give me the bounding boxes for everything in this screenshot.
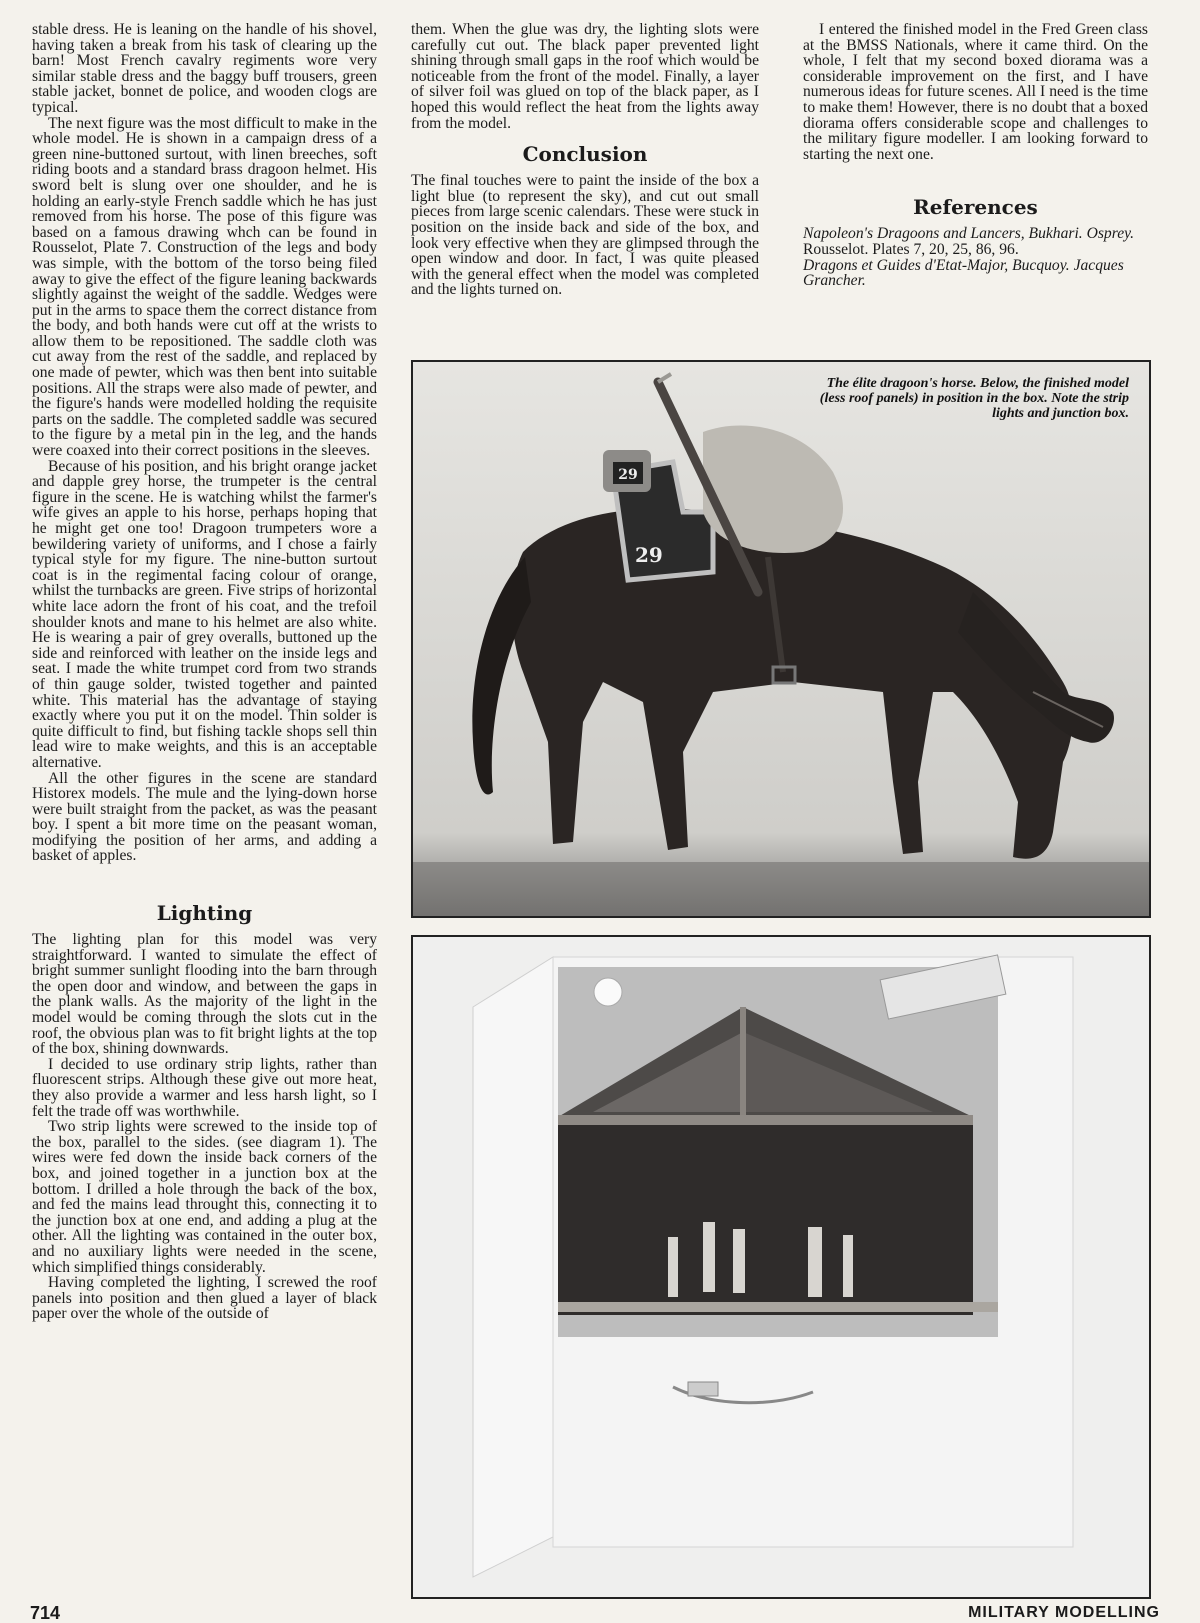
body-paragraph: them. When the glue was dry, the lighting slots were carefully cut out. The black paper prevented light shining through small gaps in the roof which would be noticeable from the front of the model. Finally, a layer of silver foil was glued on top of the black paper, as I hoped this would reflect the heat from the lights away from the model. [411, 21, 759, 132]
lighting-heading: Lighting [156, 901, 253, 926]
conclusion-heading: Conclusion [522, 142, 648, 167]
reference-item: Napoleon's Dragoons and Lancers, Bukhari. Osprey. [803, 225, 1135, 243]
saddle-number-bottom: 29 [635, 543, 663, 567]
junction-box [688, 1382, 718, 1396]
page-number: 714 [30, 1603, 61, 1623]
box-left-wall [473, 957, 553, 1577]
horse-illustration [413, 362, 1149, 916]
column-2 [411, 22, 759, 298]
references-list [803, 226, 1148, 288]
body-paragraph: Having completed the lighting, I screwed the roof panels into position and then glued a layer of black paper over the whole of the outside of [32, 1274, 377, 1323]
body-paragraph: The final touches were to paint the inside of the box a light blue (to represent the sky), and cut out small pieces from large scenic calendars. These were stuck in position on the inside back and side of the box, and look very effective when they are glimpsed through the open window and door. In fact, I was quite pleased with the general effect when the model was completed and the lights turned on. [411, 172, 759, 299]
magazine-title: MILITARY MODELLING [968, 1604, 1160, 1621]
photo-caption: The élite dragoon's horse. Below, the finished model (less roof panels) in position in the box. Note the strip lights and junction box. [819, 376, 1129, 421]
body-paragraph: I entered the finished model in the Fred Green class at the BMSS Nationals, where it came third. On the whole, I felt that my second boxed diorama was a considerable improvement on the first, and I have numerous ideas for future scenes. All I need is the time to make them! However, there is no doubt that a boxed diorama offers considerable scope and challenges to the military figure modeller. I am looking forward to starting the next one. [803, 21, 1148, 163]
body-paragraph: I decided to use ordinary strip lights, rather than fluorescent strips. Although these give out more heat, they also provide a warmer and less harsh light, so I felt the trade off was worthwhile. [32, 1055, 377, 1120]
column-3 [803, 22, 1148, 289]
reference-item: Dragons et Guides d'Etat-Major, Bucquoy. Jacques Grancher. [803, 256, 1124, 290]
horse-photo [411, 360, 1151, 918]
body-paragraph: Two strip lights were screwed to the inside top of the box, parallel to the sides. (see diagram 1). The wires were fed down the inside back corners of the box, and joined together in a junction box at the bottom. I drilled a hole through the back of the box, and fed the mains lead throught this, connecting it to the junction box at one end, and adding a plug at the other. All the lighting was contained in the outer box, and no auxiliary lights were needed in the scene, which simplified things considerably. [32, 1118, 377, 1276]
body-paragraph: All the other figures in the scene are standard Historex models. The mule and the lying-down horse were built straight from the packet, as was the peasant boy. I spent a bit more time on the peasant woman, modifying the position of her arms, and adding a basket of apples. [32, 769, 377, 865]
references-heading: References [913, 195, 1038, 220]
barn-interior [558, 1125, 973, 1315]
reference-item: Rousselot. Plates 7, 20, 25, 86, 96. [803, 240, 1019, 258]
body-paragraph: stable dress. He is leaning on the handle of his shovel, having taken a break from his task of clearing up the barn! Most French cavalry regiments wore very similar stable dress and the baggy buff trousers, green stable jacket, bonnet de police, and wooden clogs are typical. [32, 21, 377, 116]
column-1 [32, 22, 377, 1322]
body-paragraph: The next figure was the most difficult to make in the whole model. He is shown in a campaign dress of a green nine-buttoned surtout, with linen breeches, soft riding boots and a standard brass dragoon helmet. His sword belt is slung over one shoulder, and he is holding an early-style French saddle which he has just removed from his horse. The pose of this figure was based on a famous drawing whch can be found in Rousselot, Plate 7. Construction of the legs and body was simple, with the bottom of the torso being filed away to give the effect of the figure leaning backwards slightly against the weight of the saddle. Wedges were put in the arms to space them the correct distance from the body, and both hands were cut off at the wrists to allow them to be repositioned. The saddle cloth was cut away from the rest of the saddle, and replaced by one made of pewter, which was then bent into suitable positions. All the straps were also made of pewter, and the figure's hands were modelled holding the requisite parts on the saddle. The completed saddle was secured to the figure by a metal pin in the leg, and the hands were coaxed into their correct positions in the sleeves. [32, 114, 377, 460]
diorama-illustration [413, 937, 1149, 1597]
light-bulb [594, 978, 622, 1006]
roof-beam [558, 1115, 973, 1125]
body-paragraph: Because of his position, and his bright orange jacket and dapple grey horse, the trumpeter is the central figure in the scene. He is watching whilst the farmer's wife gives an apple to his horse, perhaps hoping that he might get one too! Dragoon trumpeters wore a bewildering variety of uniforms, and I chose a fairly typical style for my figure. The nine-button surtout coat is in the regimental facing colour of orange, whilst the turnbacks are green. Five strips of horizontal white lace adorn the front of his coat, and the trefoil shoulder knots and mane to his helmet are also white. He is wearing a pair of grey overalls, buttoned up the side and reinforced with leather on the inside legs and seat. I made the white trumpet cord from two strands of thin gauge solder, twisted together and painted white. This material has the advantage of staying exactly where you put it on the model. Thin solder is quite difficult to find, but fishing tackle shops sell thin lead wire to make weights, and this is an acceptable alternative. [32, 457, 377, 771]
body-paragraph: The lighting plan for this model was very straightforward. I wanted to simulate the effect of bright summer sunlight flooding into the barn through the open door and window, and between the gaps in the plank walls. As the majority of the light in the model would be coming through the slots cut in the roof, the obvious plan was to fit bright lights at the top of the box, shining downwards. [32, 931, 377, 1058]
diorama-box-photo [411, 935, 1151, 1599]
saddle-number-top: 29 [618, 467, 638, 483]
scene-base [558, 1302, 998, 1312]
